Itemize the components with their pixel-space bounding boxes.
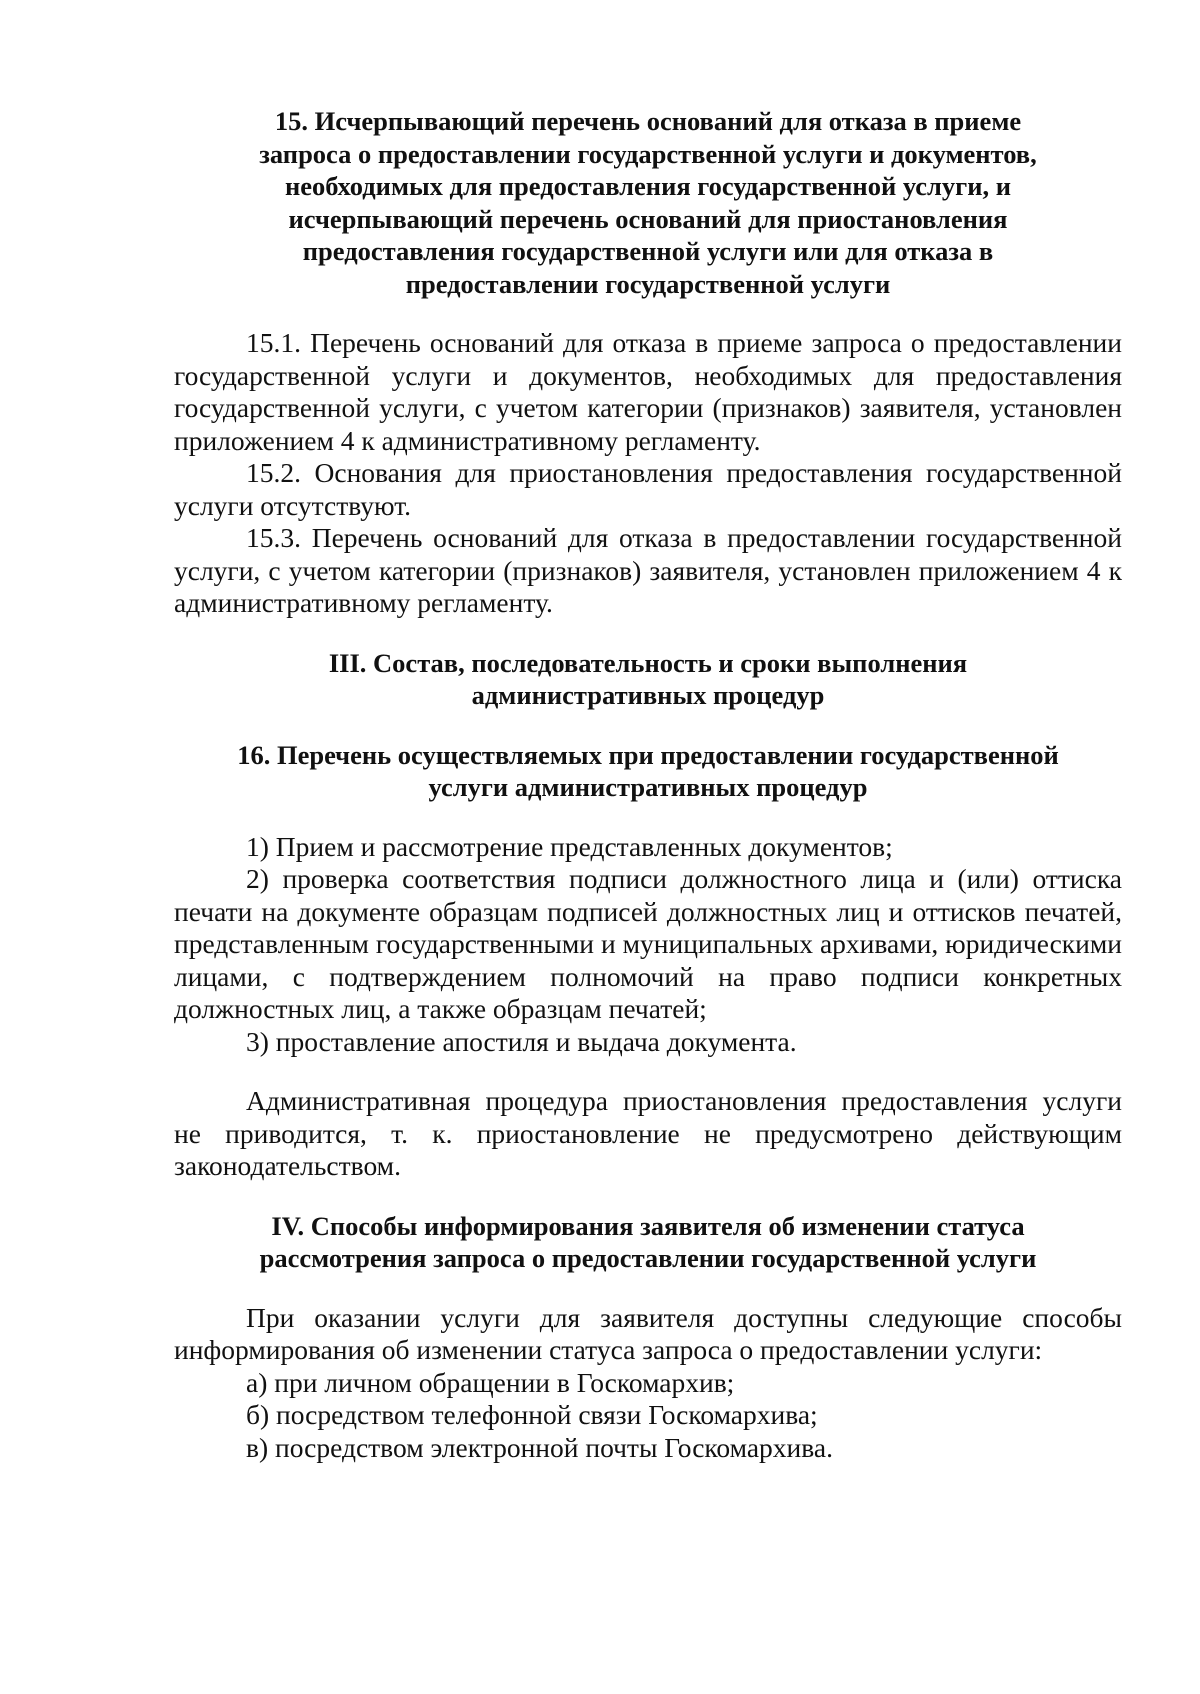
informing-method-item: в) посредством электронной почты Госкомархива. [246, 1431, 833, 1463]
procedure-item: 3) проставление апостиля и выдача документа. [246, 1025, 797, 1057]
informing-method-item: а) при личном обращении в Госкомархив; [246, 1366, 735, 1398]
heading-line: исчерпывающий перечень оснований для приостановления [288, 203, 1008, 234]
document-body [174, 105, 1122, 1464]
section-iii-heading [174, 647, 1122, 712]
procedure-item: 1) Прием и рассмотрение представленных документов; [246, 830, 893, 862]
paragraph-15-2: 15.2. Основания для приостановления предоставления государственной услуги отсутствуют. [174, 457, 1122, 521]
heading-line: рассмотрения запроса о предоставлении государственной услуги [259, 1243, 1037, 1273]
heading-line: административных процедур [471, 680, 825, 710]
procedure-item: 2) проверка соответствия подписи должностного лица и (или) оттиска печати на документе образцам подписей должностных лиц и оттисков печатей, представленным государственными и муниципальных архивами, юридическими лицами, с подтверждением полномочий на право подписи конкретных должностных лиц, а также образцам печатей; [174, 863, 1122, 1024]
heading-line: предоставлении государственной услуги [405, 268, 891, 299]
heading-line: услуги административных процедур [428, 772, 868, 802]
heading-line: 15. Исчерпывающий перечень оснований для отказа в приеме [274, 106, 1022, 136]
heading-line: IV. Способы информирования заявителя об изменении статуса [271, 1210, 1025, 1241]
paragraph-15-3: 15.3. Перечень оснований для отказа в предоставлении государственной услуги, с учетом категории (признаков) заявителя, установлен приложением 4 к административному регламенту. [174, 522, 1122, 618]
heading-line: III. Состав, последовательность и сроки выполнения [328, 647, 968, 678]
informing-method-item: б) посредством телефонной связи Госкомархива; [246, 1399, 818, 1430]
informing-intro: При оказании услуги для заявителя доступны следующие способы информирования об изменении статуса запроса о предоставлении услуги: [174, 1301, 1122, 1365]
heading-line: запроса о предоставлении государственной услуги и документов, [259, 138, 1037, 169]
section-iv-heading [174, 1210, 1122, 1275]
heading-line: 16. Перечень осуществляемых при предоставлении государственной [237, 739, 1059, 770]
suspension-note: Административная процедура приостановления предоставления услуги не приводится, т. к. приостановление не предусмотрено действующим законодательством. [174, 1085, 1122, 1181]
section-15-heading [174, 105, 1122, 300]
paragraph-15-1: 15.1. Перечень оснований для отказа в приеме запроса о предоставлении государственной услуги и документов, необходимых для предоставления государственной услуги, с учетом категории (признаков) заявителя, установлен приложением 4 к административному регламенту. [174, 327, 1122, 456]
heading-line: необходимых для предоставления государственной услуги, и [285, 171, 1011, 201]
heading-line: предоставления государственной услуги или для отказа в [302, 236, 994, 266]
section-16-heading [174, 739, 1122, 804]
